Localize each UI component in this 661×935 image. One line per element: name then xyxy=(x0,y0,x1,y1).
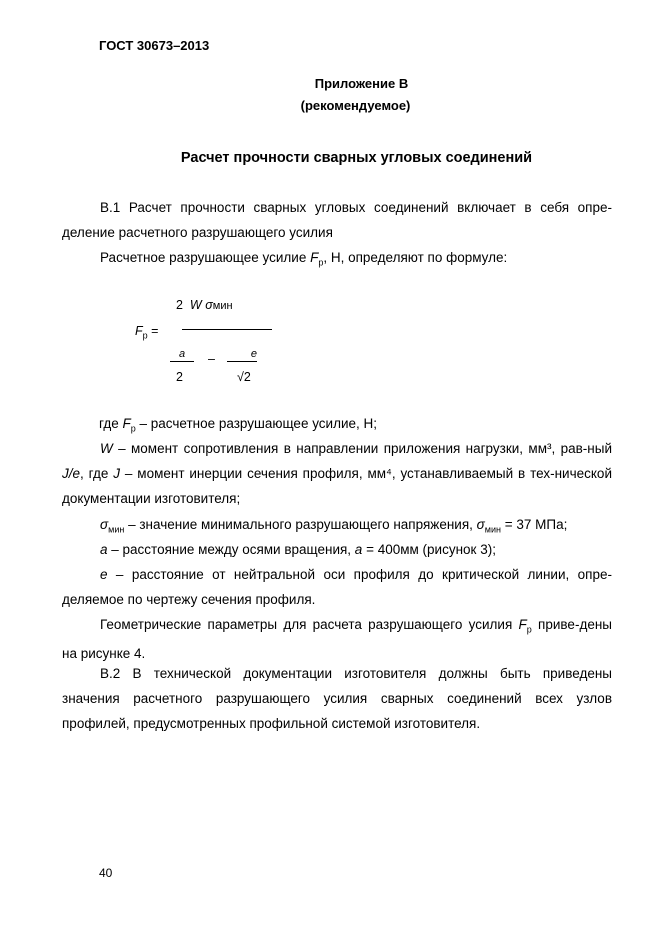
variable-a: a xyxy=(354,542,363,557)
fraction-bar xyxy=(182,329,272,330)
paragraph-geometry xyxy=(62,613,612,667)
text-run: – момент сопротивления в направлении приложения нагрузки, мм³, рав-ный xyxy=(112,441,612,456)
denominator-two: 2 xyxy=(176,370,183,384)
equals-sign: = xyxy=(147,324,159,338)
subscript: мин xyxy=(108,524,125,535)
text-run: – расстояние между осями вращения, xyxy=(107,542,355,557)
definition-e xyxy=(62,563,612,613)
text-run: Геометрические параметры для расчета разрушающего усилия xyxy=(100,617,519,632)
standard-header: ГОСТ 30673–2013 xyxy=(99,38,210,53)
appendix-title: Приложение В xyxy=(314,76,409,91)
formula-numerator xyxy=(176,298,233,312)
variable-W: W xyxy=(100,441,113,456)
ratio-J-e: J/e xyxy=(62,465,81,481)
text-run: приве-дены на рисунке 4. xyxy=(62,617,612,662)
sigma-symbol: σ xyxy=(100,517,109,532)
definition-W xyxy=(62,437,612,511)
formula xyxy=(130,292,290,392)
coefficient: 2 xyxy=(176,298,183,312)
page-number: 40 xyxy=(99,866,113,880)
text-run: Расчетное разрушающее усилие xyxy=(100,250,311,265)
variable-a: a xyxy=(100,542,108,557)
paragraph-b2: В.2 В технической документации изготовителя должны быть приведены значения расчетного разрушающего усилия сварных соединений всех узлов профилей, предусмотренных профильной системой изготовителя. xyxy=(62,666,612,731)
text-run: = 400мм (рисунок 3); xyxy=(362,542,496,557)
text-run: = 37 МПа; xyxy=(500,517,568,532)
text-run: – момент инерции сечения профиля, мм⁴, устанавливаемый в тех-нической документации изготовителя; xyxy=(62,465,612,506)
subscript: р xyxy=(130,423,136,434)
formula-lhs xyxy=(135,324,158,341)
variable-J: J xyxy=(113,465,120,481)
denominator-e: e xyxy=(227,348,257,362)
section-title: Расчет прочности сварных угловых соединений xyxy=(180,150,533,166)
text-run: где xyxy=(99,416,123,431)
sigma-symbol: σ xyxy=(205,298,213,312)
sigma-symbol: σ xyxy=(476,517,485,532)
variable-W: W xyxy=(189,298,202,312)
definition-a xyxy=(62,538,612,563)
variable-F: F xyxy=(135,324,143,338)
text-run: – расстояние от нейтральной оси профиля до критической линии, опре-деляемое по чертежу сечения профиля. xyxy=(62,567,612,607)
variable-e: e xyxy=(100,567,108,582)
subscript: мин xyxy=(212,300,233,312)
denominator-sqrt-two: √2 xyxy=(237,370,251,384)
denominator-a: a xyxy=(170,348,194,362)
paragraph-b1: В.1 Расчет прочности сварных угловых соединений включает в себя опре-деление расчетного разрушающего усилия xyxy=(62,200,612,240)
variable-F: F xyxy=(518,617,527,632)
variable-F: F xyxy=(310,250,319,265)
subscript: мин xyxy=(484,524,501,535)
minus-sign: – xyxy=(208,352,215,366)
subscript: р xyxy=(526,624,532,635)
appendix-status: (рекомендуемое) xyxy=(300,98,411,113)
text-run: , где xyxy=(80,465,114,481)
subscript: р xyxy=(142,330,148,341)
variable-F: F xyxy=(122,416,131,431)
text-run: – расчетное разрушающее усилие, Н; xyxy=(135,416,378,431)
paragraph-formula-intro xyxy=(62,246,612,275)
text-run: – значение минимального разрушающего напряжения, xyxy=(124,517,477,532)
text-run: , Н, определяют по формуле: xyxy=(323,250,508,265)
subscript: р xyxy=(318,257,324,268)
